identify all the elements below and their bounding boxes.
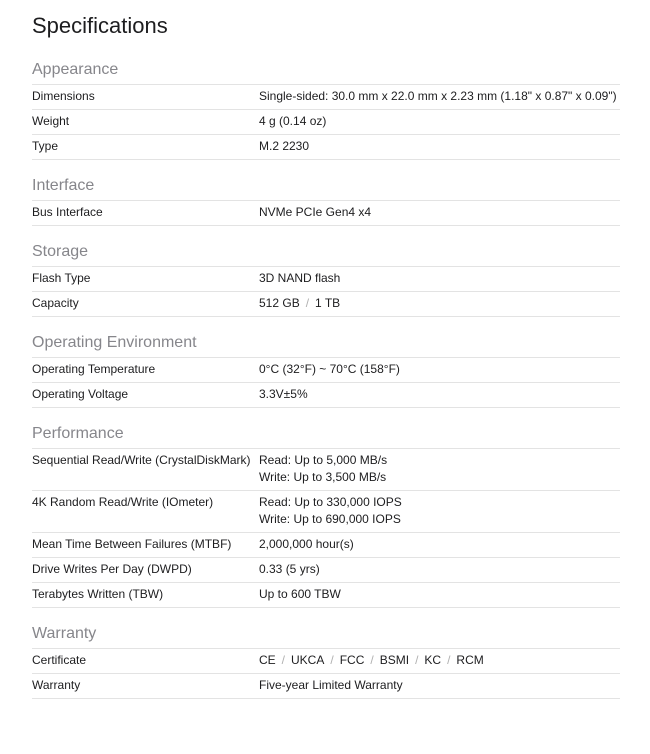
- spec-label: Flash Type: [32, 271, 91, 285]
- spec-value: [259, 204, 620, 221]
- spec-value-item: RCM: [456, 653, 484, 667]
- spec-value-line: M.2 2230: [259, 139, 310, 153]
- spec-value-line: Write: Up to 690,000 IOPS: [259, 512, 401, 526]
- spec-value-item: KC: [424, 653, 442, 667]
- spec-value-item: CE: [259, 653, 276, 667]
- spec-row: [32, 85, 620, 110]
- item-separator: /: [415, 653, 419, 667]
- spec-value-line: Read: Up to 5,000 MB/s: [259, 453, 388, 467]
- spec-section: [32, 420, 620, 608]
- spec-label: Warranty: [32, 678, 81, 692]
- spec-value-line: Write: Up to 3,500 MB/s: [259, 470, 387, 484]
- item-separator: /: [370, 653, 374, 667]
- spec-label: Drive Writes Per Day (DWPD): [32, 562, 192, 576]
- spec-label: Mean Time Between Failures (MTBF): [32, 537, 232, 551]
- spec-sections: [32, 56, 620, 699]
- spec-row: [32, 649, 620, 674]
- spec-value: [259, 586, 620, 603]
- spec-label: 4K Random Read/Write (IOmeter): [32, 495, 214, 509]
- spec-row: [32, 292, 620, 317]
- section-title: Operating Environment: [32, 334, 197, 351]
- spec-section: [32, 56, 620, 160]
- spec-section: [32, 329, 620, 408]
- spec-value-line: 2,000,000 hour(s): [259, 537, 354, 551]
- item-separator: /: [281, 653, 286, 667]
- spec-row: [32, 110, 620, 135]
- spec-value-item: 512 GB: [259, 296, 300, 310]
- spec-value: [259, 494, 620, 528]
- spec-label: Sequential Read/Write (CrystalDiskMark): [32, 453, 251, 467]
- spec-value-item: FCC: [339, 653, 365, 667]
- spec-value: [259, 677, 620, 694]
- spec-row: [32, 135, 620, 160]
- spec-row: [32, 449, 620, 491]
- item-separator: /: [305, 296, 310, 310]
- spec-section: [32, 620, 620, 699]
- spec-label: Terabytes Written (TBW): [32, 587, 164, 601]
- spec-value-item: 1 TB: [315, 296, 341, 310]
- spec-value-line: 4 g (0.14 oz): [259, 114, 327, 128]
- spec-label: Type: [32, 139, 59, 153]
- spec-row: [32, 558, 620, 583]
- spec-value: [259, 113, 620, 130]
- spec-section: [32, 172, 620, 226]
- spec-value-line: Read: Up to 330,000 IOPS: [259, 495, 402, 509]
- spec-value-line: 0.33 (5 yrs): [259, 562, 320, 576]
- spec-value: [259, 561, 620, 578]
- section-title: Warranty: [32, 625, 97, 642]
- spec-value: [259, 652, 620, 669]
- item-separator: /: [447, 653, 451, 667]
- spec-label: Bus Interface: [32, 205, 103, 219]
- spec-value-item: UKCA: [291, 653, 325, 667]
- item-separator: /: [330, 653, 334, 667]
- spec-section: [32, 238, 620, 317]
- page-title: Specifications: [32, 13, 168, 38]
- spec-label: Operating Voltage: [32, 387, 129, 401]
- spec-value-item: BSMI: [379, 653, 410, 667]
- spec-value: [259, 88, 620, 105]
- spec-value-line: Five-year Limited Warranty: [259, 678, 403, 692]
- spec-label: Certificate: [32, 653, 87, 667]
- spec-label: Weight: [32, 114, 70, 128]
- spec-row: [32, 583, 620, 608]
- spec-value: [259, 295, 620, 312]
- section-title: Performance: [32, 425, 124, 442]
- spec-table: [32, 448, 620, 608]
- section-title: Storage: [32, 243, 89, 260]
- spec-value: [259, 386, 620, 403]
- spec-table: [32, 266, 620, 317]
- spec-row: [32, 358, 620, 383]
- section-title: Appearance: [32, 61, 119, 78]
- spec-value: [259, 270, 620, 287]
- spec-row: [32, 267, 620, 292]
- spec-value-line: 3.3V±5%: [259, 387, 308, 401]
- spec-row: [32, 201, 620, 226]
- spec-value-line: Single-sided: 30.0 mm x 22.0 mm x 2.23 mm (1.18" x 0.87" x 0.09"): [259, 89, 617, 103]
- spec-value: [259, 361, 620, 378]
- spec-table: [32, 648, 620, 699]
- spec-value: [259, 536, 620, 553]
- spec-value-line: Up to 600 TBW: [259, 587, 341, 601]
- spec-value: [259, 452, 620, 486]
- spec-label: Operating Temperature: [32, 362, 156, 376]
- spec-label: Capacity: [32, 296, 79, 310]
- spec-value-line: 0°C (32°F) ~ 70°C (158°F): [259, 362, 400, 376]
- spec-row: [32, 491, 620, 533]
- spec-value-line: NVMe PCIe Gen4 x4: [259, 205, 372, 219]
- spec-label: Dimensions: [32, 89, 95, 103]
- spec-row: [32, 533, 620, 558]
- spec-row: [32, 383, 620, 408]
- spec-table: [32, 200, 620, 226]
- spec-value: [259, 138, 620, 155]
- spec-table: [32, 357, 620, 408]
- section-title: Interface: [32, 177, 95, 194]
- spec-value-line: 3D NAND flash: [259, 271, 341, 285]
- spec-row: [32, 674, 620, 699]
- spec-table: [32, 84, 620, 160]
